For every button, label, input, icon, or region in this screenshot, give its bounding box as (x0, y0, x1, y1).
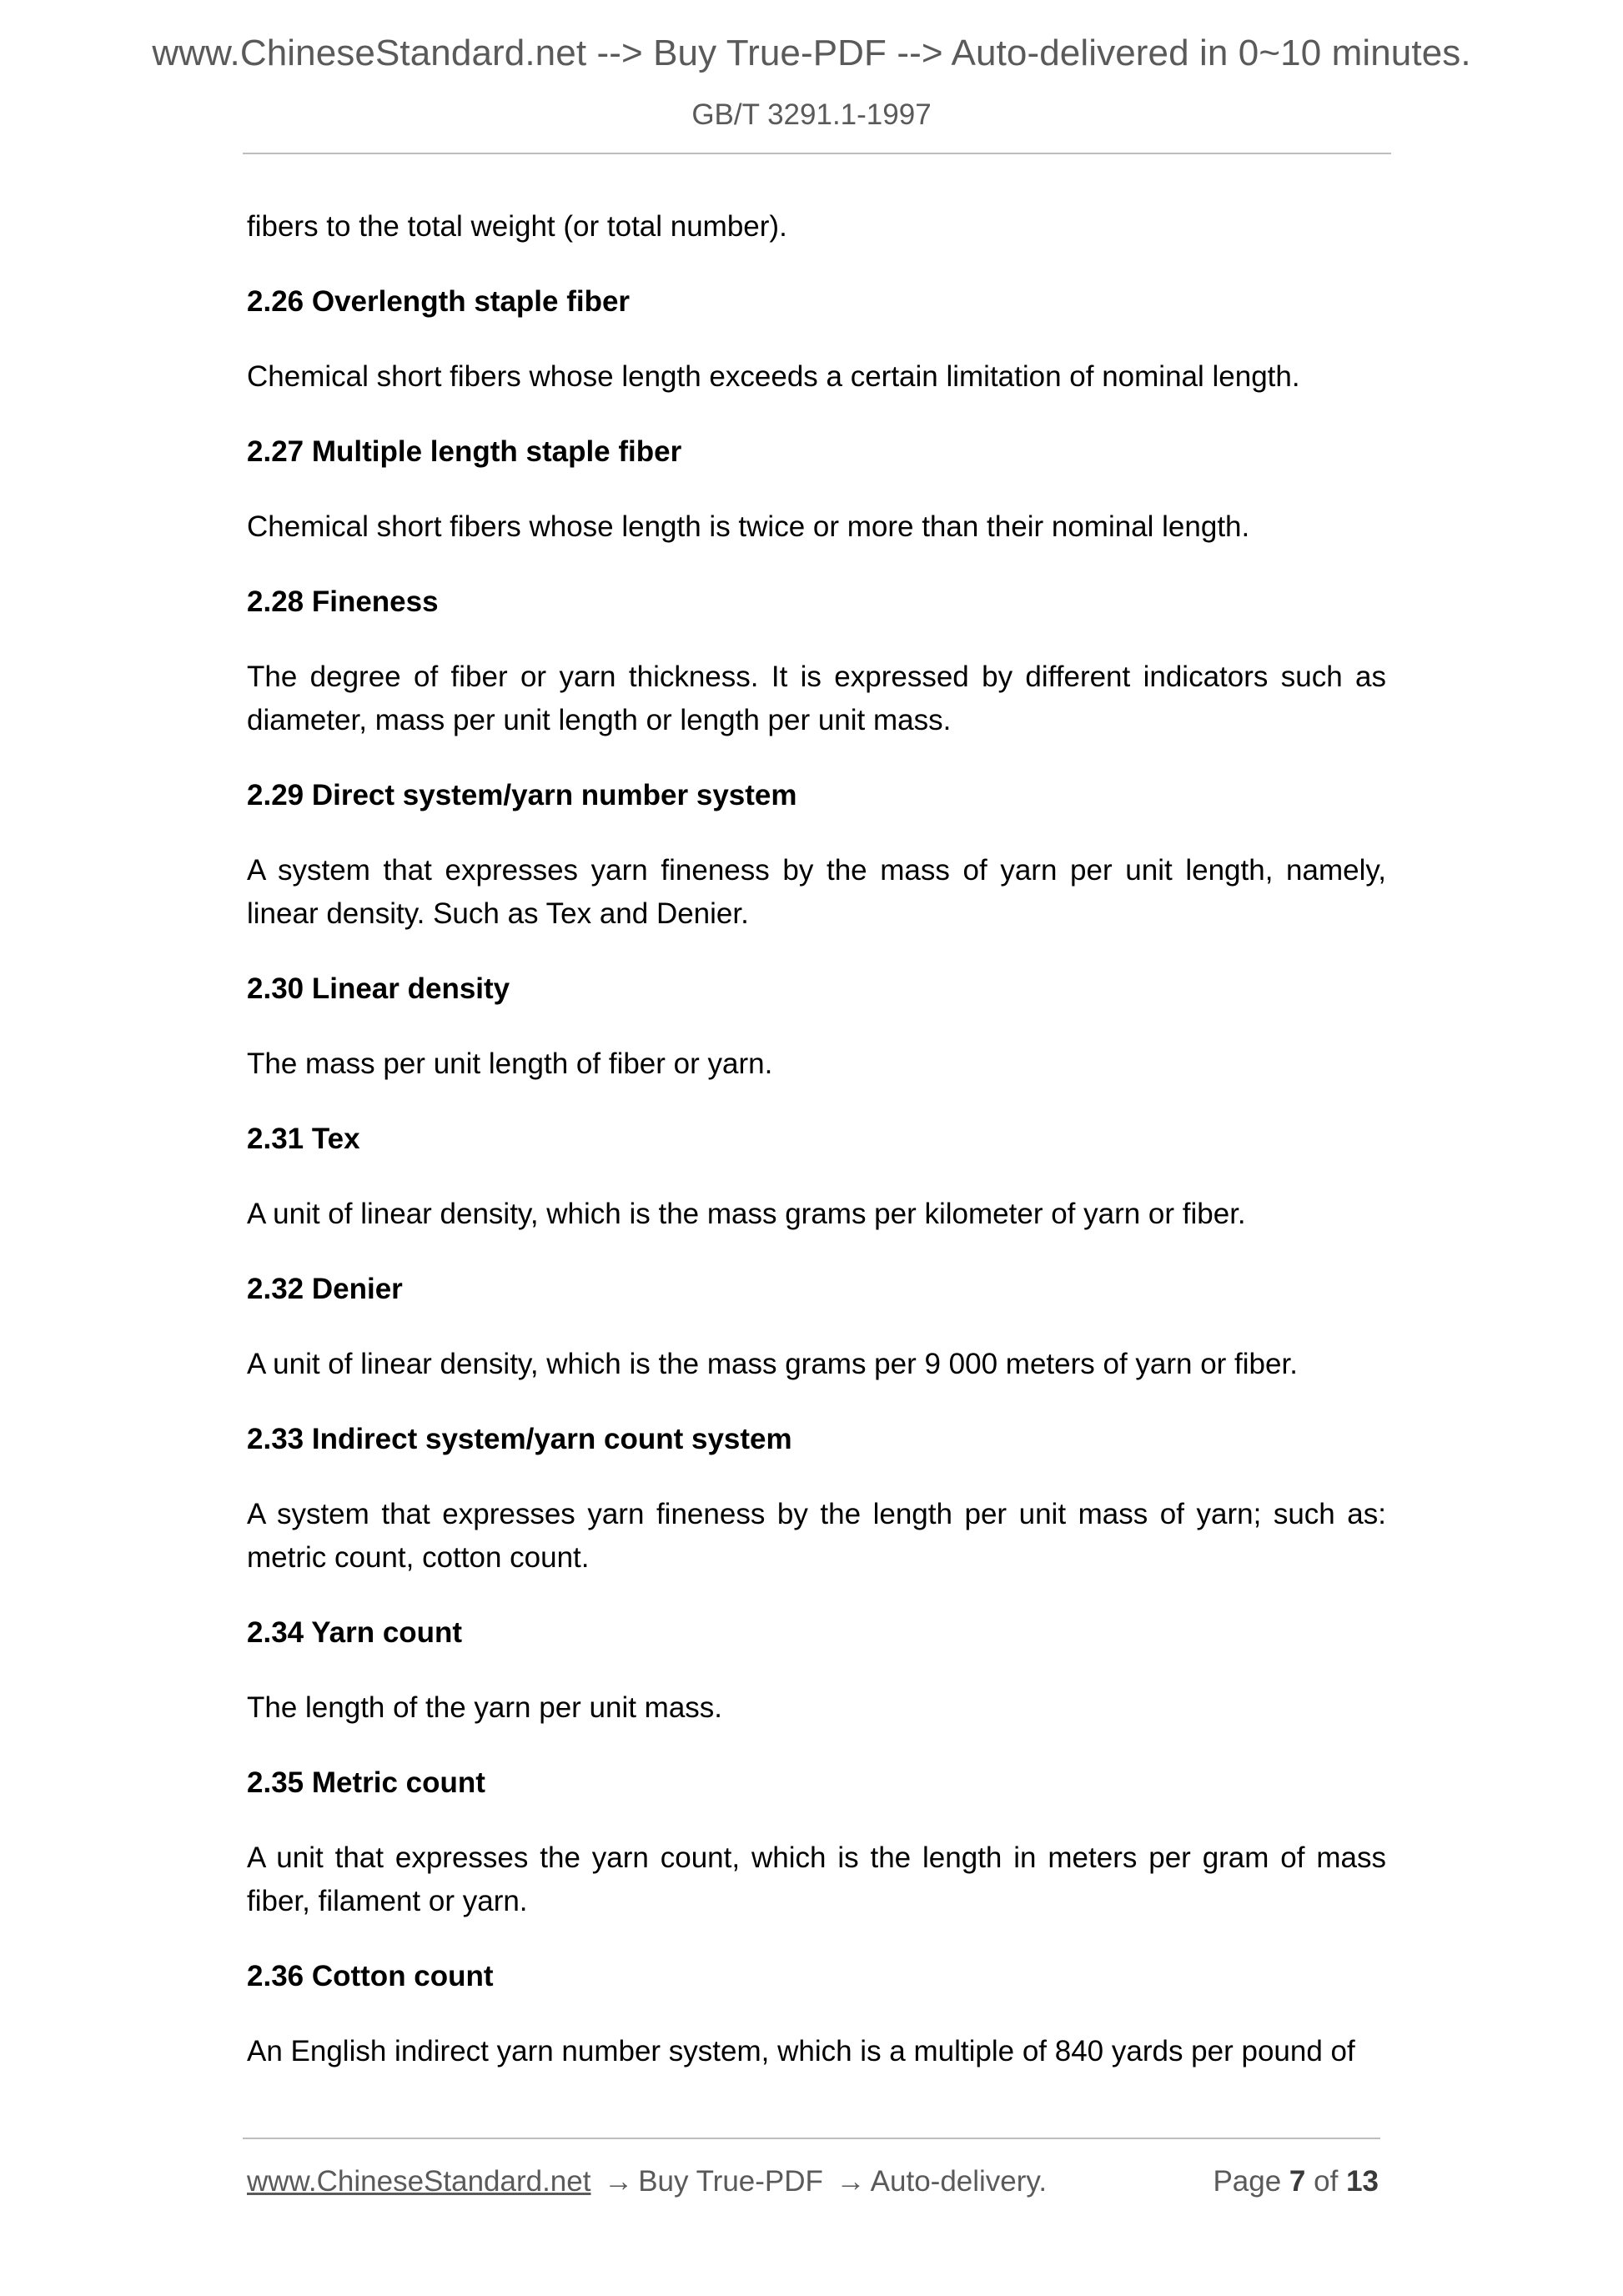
page-indicator (1213, 2160, 1379, 2203)
section-text: The mass per unit length of fiber or yarn. (247, 1048, 773, 1080)
section-heading: 2.33 Indirect system/yarn count system (247, 1423, 792, 1455)
section-heading: 2.28 Fineness (247, 585, 439, 618)
section-heading: 2.31 Tex (247, 1123, 360, 1155)
section-text: The degree of fiber or yarn thickness. It is expressed by different indicators such as diameter, mass per unit length or length per unit mass. (247, 661, 1386, 736)
section-text: An English indirect yarn number system, which is a multiple of 840 yards per pound of (247, 2035, 1355, 2067)
document-body (247, 205, 1386, 2105)
header-divider (243, 153, 1391, 154)
lead-paragraph: fibers to the total weight (or total number). (247, 210, 787, 243)
section-heading: 2.30 Linear density (247, 972, 510, 1005)
section-text: A unit that expresses the yarn count, which is the length in meters per gram of mass fiber, filament or yarn. (247, 1841, 1386, 1917)
section-heading: 2.26 Overlength staple fiber (247, 285, 631, 318)
of-label: of (1314, 2165, 1339, 2198)
page-total: 13 (1346, 2165, 1379, 2198)
section-heading: 2.27 Multiple length staple fiber (247, 435, 682, 468)
page-current: 7 (1289, 2165, 1306, 2198)
section-heading: 2.36 Cotton count (247, 1960, 494, 1992)
section-text: A system that expresses yarn fineness by the mass of yarn per unit length, namely, linear density. Such as Tex and Denier. (247, 854, 1386, 930)
section-heading: 2.29 Direct system/yarn number system (247, 779, 797, 811)
section-text: Chemical short fibers whose length exceeds a certain limitation of nominal length. (247, 360, 1300, 393)
section-text: Chemical short fibers whose length is twice or more than their nominal length. (247, 510, 1250, 543)
footer-site-link[interactable]: www.ChineseStandard.net (247, 2165, 591, 2198)
footer-buy-text: Buy True-PDF (638, 2165, 823, 2198)
section-text: A unit of linear density, which is the mass grams per kilometer of yarn or fiber. (247, 1198, 1246, 1230)
site-banner[interactable]: www.ChineseStandard.net --> Buy True-PDF --> Auto-delivered in 0~10 minutes. (152, 33, 1471, 73)
arrow-right-icon: → (836, 2165, 866, 2198)
section-heading: 2.35 Metric count (247, 1766, 485, 1799)
section-text: A unit of linear density, which is the mass grams per 9 000 meters of yarn or fiber. (247, 1348, 1298, 1380)
section-text: The length of the yarn per unit mass. (247, 1691, 723, 1724)
footer-delivery-text: Auto-delivery. (870, 2165, 1048, 2198)
section-text: A system that expresses yarn fineness by the length per unit mass of yarn; such as: metric count, cotton count. (247, 1498, 1386, 1574)
section-heading: 2.34 Yarn count (247, 1616, 463, 1649)
section-heading: 2.32 Denier (247, 1273, 403, 1305)
footer-promo (247, 2160, 1047, 2203)
footer-divider (243, 2138, 1380, 2139)
arrow-right-icon: → (604, 2165, 634, 2198)
page-label: Page (1213, 2165, 1282, 2198)
standard-code: GB/T 3291.1-1997 (691, 98, 932, 131)
